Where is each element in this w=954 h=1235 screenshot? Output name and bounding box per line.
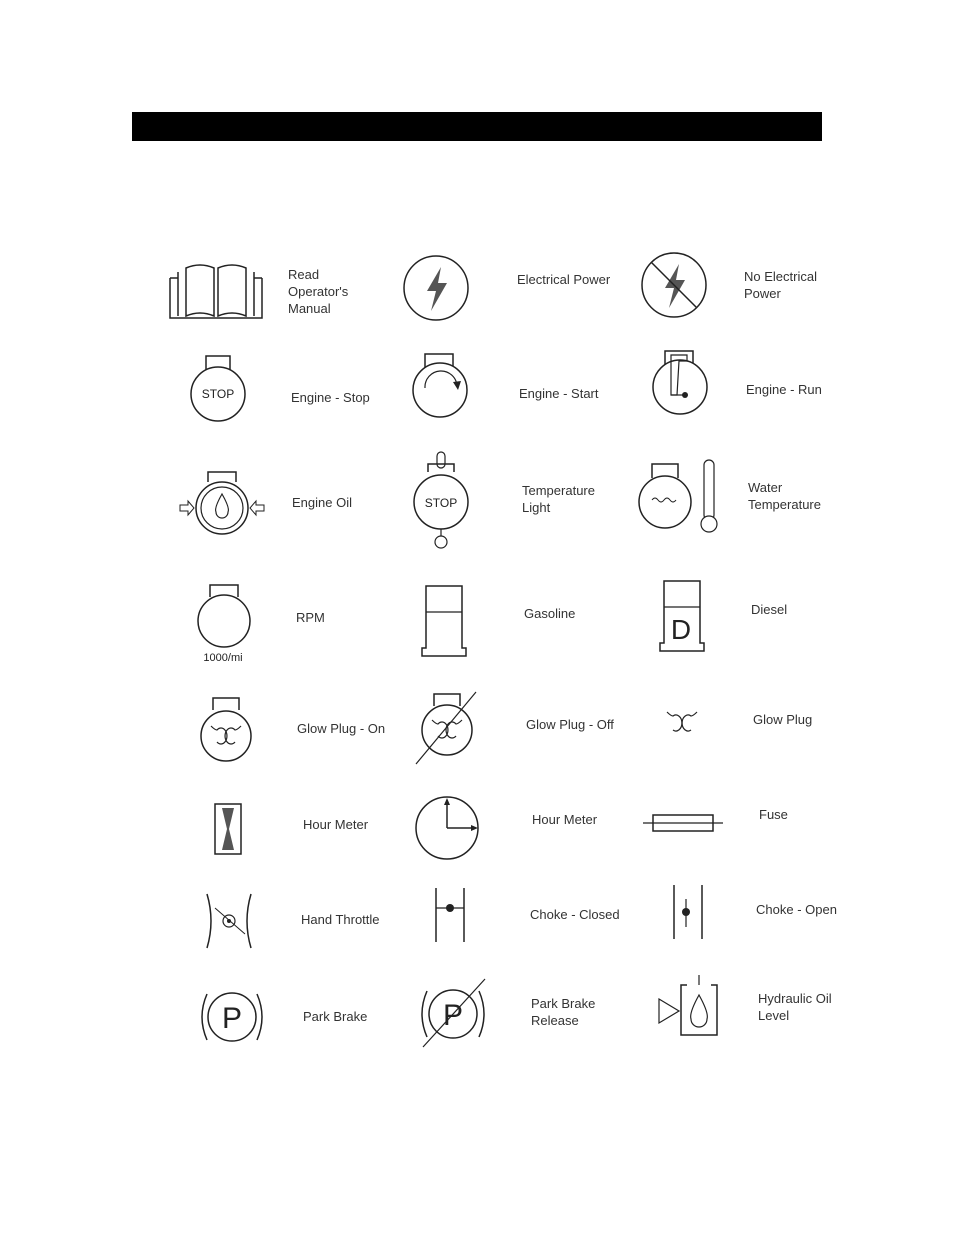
hourglass-icon xyxy=(213,802,243,856)
engine-run-icon xyxy=(651,349,709,415)
symbol-label: Glow Plug - Off xyxy=(526,717,614,732)
icon-text: D xyxy=(670,614,692,645)
symbol-label: Glow Plug - On xyxy=(297,721,386,736)
symbol-label: Engine - Stop xyxy=(291,390,370,405)
rpm-icon xyxy=(196,583,252,665)
diesel-icon xyxy=(658,579,706,653)
glow-plug-on-icon xyxy=(199,696,253,764)
icon-text: STOP xyxy=(424,496,458,510)
book-icon xyxy=(166,262,266,322)
icon-text: 1000/mi xyxy=(203,652,243,664)
park-brake-release-icon xyxy=(417,977,489,1049)
symbol-label: Gasoline xyxy=(524,606,576,621)
symbol-label: Temperature Light xyxy=(522,483,595,515)
symbol-label: Diesel xyxy=(751,602,788,617)
symbol-label: Park Brake Release xyxy=(531,996,596,1028)
park-brake-icon xyxy=(199,988,265,1046)
engine-oil-icon xyxy=(178,470,266,538)
symbol-label: Fuse xyxy=(759,807,788,822)
icon-text: P xyxy=(442,999,464,1032)
section-title-bar xyxy=(132,112,822,141)
glow-plug-icon xyxy=(665,710,699,736)
temperature-light-icon xyxy=(412,450,470,554)
symbol-label: Water Temperature xyxy=(748,480,821,512)
no-lightning-icon xyxy=(641,252,707,318)
lightning-icon xyxy=(403,255,469,321)
symbol-label: Hour Meter xyxy=(303,817,369,832)
clock-icon xyxy=(415,795,481,861)
hand-throttle-icon xyxy=(203,892,255,950)
symbol-label: Engine - Run xyxy=(746,382,822,397)
symbol-label: Hour Meter xyxy=(532,812,598,827)
symbol-label: Park Brake xyxy=(303,1009,368,1024)
fuse-icon xyxy=(643,812,723,834)
symbol-label: Glow Plug xyxy=(753,712,813,727)
symbol-label: RPM xyxy=(296,610,325,625)
choke-closed-icon xyxy=(433,886,467,944)
icon-text: P xyxy=(221,1002,243,1035)
gasoline-icon xyxy=(420,584,468,658)
symbol-label: Engine Oil xyxy=(292,495,352,510)
water-temperature-icon xyxy=(638,458,720,536)
symbol-label: Hand Throttle xyxy=(301,912,380,927)
engine-start-icon xyxy=(411,352,469,418)
symbol-label: Hydraulic Oil Level xyxy=(758,991,832,1023)
engine-stop-icon xyxy=(190,354,246,422)
symbol-label: Choke - Open xyxy=(756,902,837,917)
icon-text: STOP xyxy=(201,387,235,401)
symbol-label: Engine - Start xyxy=(519,386,599,401)
symbol-label: Electrical Power xyxy=(517,272,611,287)
symbol-label: Read Operator's Manual xyxy=(288,267,349,316)
glow-plug-off-icon xyxy=(414,690,478,766)
symbol-label: No Electrical Power xyxy=(744,269,817,301)
symbol-label: Choke - Closed xyxy=(530,907,620,922)
choke-open-icon xyxy=(671,883,705,941)
hydraulic-oil-icon xyxy=(657,973,721,1039)
